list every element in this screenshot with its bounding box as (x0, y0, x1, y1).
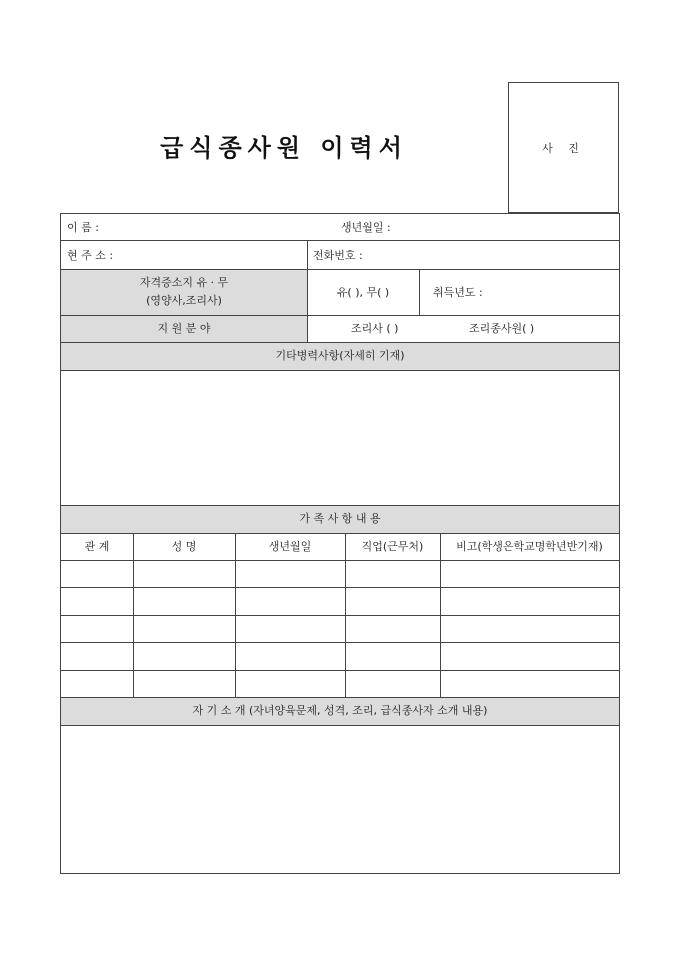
name-label: 이 름 : (67, 221, 99, 234)
family-col-note: 비고(학생은학교명학년반기재) (456, 540, 603, 553)
table-row[interactable] (61, 671, 619, 697)
family-col-birth: 생년월일 (268, 540, 312, 553)
application-form (60, 213, 620, 874)
license-label-line1: 자격증소지 유 · 무 (139, 276, 229, 289)
photo-box[interactable] (508, 82, 619, 213)
birth-label: 생년월일 : (341, 221, 391, 234)
family-header: 가 족 사 항 내 용 (299, 512, 381, 525)
career-header: 기타병력사항(자세히 기재) (275, 349, 405, 362)
license-yes-no[interactable]: 유( ), 무( ) (336, 286, 390, 299)
table-row[interactable] (61, 643, 619, 669)
family-col-relation: 관 계 (84, 540, 110, 553)
address-label: 현 주 소 : (67, 249, 114, 262)
field-cook[interactable]: 조리사 ( ) (351, 322, 399, 335)
table-row[interactable] (61, 588, 619, 614)
family-col-name: 성 명 (171, 540, 197, 553)
table-row[interactable] (61, 561, 619, 587)
license-label-line2: (영양사,조리사) (146, 294, 222, 307)
page-title: 급식종사원 이력서 (160, 134, 408, 162)
phone-label: 전화번호 : (313, 249, 363, 262)
career-textarea[interactable] (61, 371, 619, 505)
intro-header: 자 기 소 개 (자녀양육문제, 성격, 조리, 급식종사자 소개 내용) (192, 704, 488, 717)
table-row[interactable] (61, 616, 619, 642)
photo-label: 사 진 (542, 141, 585, 155)
license-year-label: 취득년도 : (433, 286, 483, 299)
family-col-job: 직업(근무처) (361, 540, 424, 553)
intro-textarea[interactable] (61, 726, 619, 873)
field-label: 지 원 분 야 (157, 322, 211, 335)
field-cook-staff[interactable]: 조리종사원( ) (469, 322, 535, 335)
